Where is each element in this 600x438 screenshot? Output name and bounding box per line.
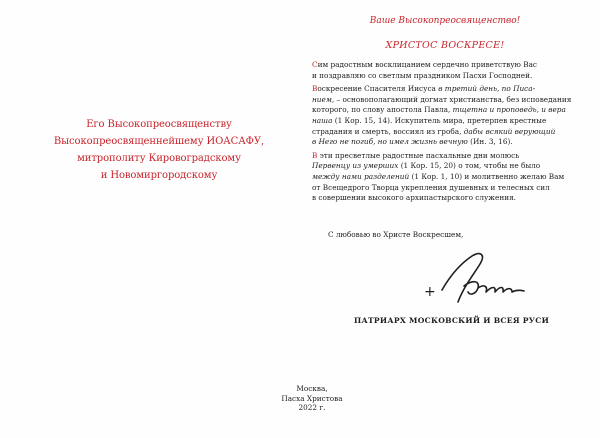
- text-line: [312, 183, 574, 194]
- text-line: [312, 60, 574, 71]
- text-line: [312, 172, 574, 183]
- paragraph-1: [312, 60, 574, 81]
- drop-letter: С: [312, 60, 318, 69]
- place-date-block: [272, 384, 352, 413]
- text-line: и поздравляю со светлым праздником Пасхи Господней.: [312, 70, 533, 80]
- line-text: от Всещедрого Творца укрепления душевных и телесных сил: [312, 182, 550, 192]
- text-line: [312, 84, 574, 95]
- line-text: эти пресветлые радостные пасхальные дни молюсь: [317, 150, 520, 160]
- text-line: [312, 137, 574, 148]
- scripture-quote: Первенцу из умерших: [312, 161, 399, 171]
- line-text: (1 Кор. 15, 20) о том, чтобы не было: [398, 161, 541, 171]
- line-text: страдания и смерть, воссиял из гроба,: [312, 126, 464, 136]
- handwritten-signature: [420, 246, 530, 310]
- text-line: [312, 193, 574, 204]
- text-line: [312, 161, 574, 172]
- scripture-quote: в третий день, по Писа-: [438, 84, 536, 94]
- place-year: 2022 г.: [298, 403, 326, 412]
- scripture-quote: в Него не погиб, но имел жизнь вечную: [312, 137, 468, 147]
- drop-letter: В: [312, 84, 318, 94]
- addressee-line-2: Высокопреосвященнейшему ИОАСАФУ,: [53, 136, 265, 147]
- line-text: которого, по слову апостола Павла,: [312, 105, 453, 115]
- line-text: в совершении высокого архипастырского служения.: [312, 193, 516, 203]
- closing-phrase: С любовью во Христе Воскресшем,: [328, 230, 464, 239]
- scripture-quote: наша: [312, 115, 333, 125]
- addressee-line-3: митрополиту Кировоградскому: [77, 153, 241, 164]
- easter-exclamation: ХРИСТОС ВОСКРЕСЕ!: [385, 40, 505, 51]
- line-text: , – основополагающий догмат христианства, без исповедания: [331, 94, 572, 104]
- line-text: (Ин. 3, 16).: [467, 137, 513, 147]
- patriarch-title: ПАТРИАРХ МОСКОВСКИЙ И ВСЕЯ РУСИ: [354, 316, 550, 325]
- letter-body: [312, 60, 574, 207]
- addressee-block: [40, 116, 278, 184]
- salutation: Ваше Высокопреосвященство!: [369, 16, 521, 26]
- line-text: (1 Кор. 1, 10) и молитвенно желаю Вам: [409, 171, 565, 181]
- drop-letter: В: [312, 150, 318, 160]
- scripture-quote: тщетна и проповедь, и вера: [452, 105, 566, 115]
- line-text: (1 Кор. 15, 14). Искупитель мира, претерпев крестные: [332, 115, 547, 125]
- line-text: оскресение Спасителя Иисуса: [317, 84, 439, 94]
- cross-mark: +: [424, 284, 436, 300]
- scripture-quote: дабы всякий верующий: [463, 126, 556, 136]
- text-line: [312, 127, 574, 138]
- scripture-quote: нием: [312, 94, 332, 104]
- place-city: Москва,: [296, 384, 328, 393]
- text-line: [312, 105, 574, 116]
- line-rest: им радостным восклицанием сердечно приветствую Вас: [317, 60, 538, 69]
- text-line: [312, 151, 574, 162]
- text-line: [312, 116, 574, 127]
- place-occasion: Пасха Христова: [281, 393, 343, 403]
- text-line: [312, 95, 574, 106]
- scripture-quote: между нами разделений: [312, 171, 410, 181]
- addressee-line-4: и Новомиргородскому: [100, 170, 218, 181]
- paragraph-3: [312, 151, 574, 204]
- paragraph-2: [312, 84, 574, 148]
- addressee-line-1: Его Высокопреосвященству: [86, 119, 232, 130]
